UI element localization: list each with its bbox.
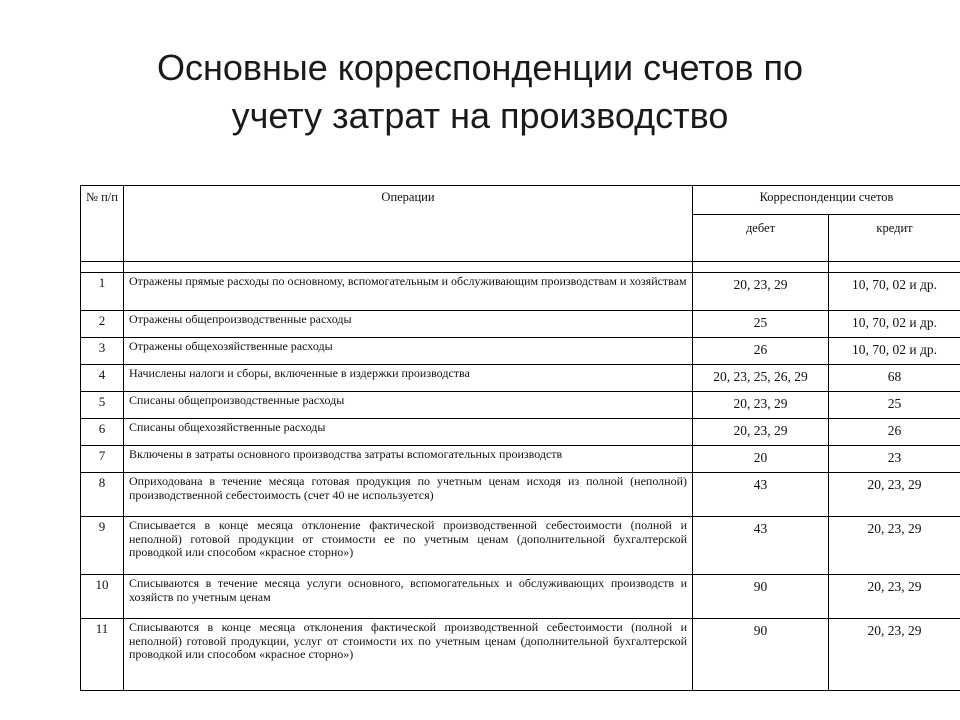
correspondence-table [80, 185, 960, 691]
row-credit: 10, 70, 02 и др. [829, 273, 960, 311]
table-gap-row [81, 262, 960, 273]
row-credit: 25 [829, 392, 960, 419]
column-header-credit: кредит [829, 215, 960, 262]
page-title-line-2: учету затрат на производство [231, 95, 729, 136]
row-credit: 20, 23, 29 [829, 517, 960, 575]
page-title [80, 44, 880, 140]
row-debit: 90 [693, 575, 829, 619]
row-number: 10 [81, 575, 124, 619]
table-row [81, 311, 960, 338]
row-debit: 20, 23, 29 [693, 273, 829, 311]
table-row [81, 419, 960, 446]
column-header-debit: дебет [693, 215, 829, 262]
row-debit: 43 [693, 473, 829, 517]
row-debit: 26 [693, 338, 829, 365]
table-row [81, 446, 960, 473]
row-number: 2 [81, 311, 124, 338]
row-operation: Списывается в конце месяца отклонение фактической производственной себестоимости (полной и неполной) готовой продукции от стоимости ее по учетным ценам (дополнительной бухгалтерской проводкой или способом «красное сторно») [124, 517, 693, 575]
row-operation: Списываются в течение месяца услуги основного, вспомогательных и обслуживающих производств и хозяйств по учетным ценам [124, 575, 693, 619]
page-title-line-1: Основные корреспонденции счетов по [156, 47, 804, 88]
table-row [81, 619, 960, 691]
row-number: 8 [81, 473, 124, 517]
row-operation: Списаны общехозяйственные расходы [124, 419, 693, 446]
row-credit: 20, 23, 29 [829, 575, 960, 619]
row-number: 6 [81, 419, 124, 446]
row-debit: 20, 23, 29 [693, 392, 829, 419]
table-row [81, 575, 960, 619]
row-number: 7 [81, 446, 124, 473]
row-credit: 10, 70, 02 и др. [829, 311, 960, 338]
row-credit: 26 [829, 419, 960, 446]
row-debit: 43 [693, 517, 829, 575]
row-debit: 20 [693, 446, 829, 473]
row-debit: 20, 23, 29 [693, 419, 829, 446]
table-row [81, 338, 960, 365]
row-number: 9 [81, 517, 124, 575]
column-header-correspondence: Корреспонденции счетов [693, 186, 960, 215]
row-credit: 10, 70, 02 и др. [829, 338, 960, 365]
row-number: 3 [81, 338, 124, 365]
row-operation: Списаны общепроизводственные расходы [124, 392, 693, 419]
row-credit: 20, 23, 29 [829, 473, 960, 517]
row-operation: Отражены прямые расходы по основному, вспомогательным и обслуживающим производствам и хозяйствам [124, 273, 693, 311]
row-credit: 20, 23, 29 [829, 619, 960, 691]
row-debit: 20, 23, 25, 26, 29 [693, 365, 829, 392]
table-row [81, 473, 960, 517]
row-operation: Начислены налоги и сборы, включенные в издержки производства [124, 365, 693, 392]
row-operation: Отражены общехозяйственные расходы [124, 338, 693, 365]
row-debit: 25 [693, 311, 829, 338]
column-header-operations: Операции [124, 186, 693, 262]
row-number: 4 [81, 365, 124, 392]
row-number: 5 [81, 392, 124, 419]
row-operation: Отражены общепроизводственные расходы [124, 311, 693, 338]
table-row [81, 517, 960, 575]
row-operation: Оприходована в течение месяца готовая продукция по учетным ценам исходя из полной (неполной) производственной себестоимость (счет 40 не используется) [124, 473, 693, 517]
column-header-num: № п/п [81, 186, 124, 262]
table-row [81, 365, 960, 392]
table-row [81, 392, 960, 419]
table-header-row [81, 186, 960, 215]
row-credit: 23 [829, 446, 960, 473]
row-debit: 90 [693, 619, 829, 691]
row-credit: 68 [829, 365, 960, 392]
row-operation: Включены в затраты основного производства затраты вспомогательных производств [124, 446, 693, 473]
row-number: 1 [81, 273, 124, 311]
row-operation: Списываются в конце месяца отклонения фактической производственной себестоимости (полной и неполной) готовой продукции, услуг от стоимости их по учетным ценам (дополнительной бухгалтерской проводкой или способом «красное сторно») [124, 619, 693, 691]
row-number: 11 [81, 619, 124, 691]
table-row [81, 273, 960, 311]
